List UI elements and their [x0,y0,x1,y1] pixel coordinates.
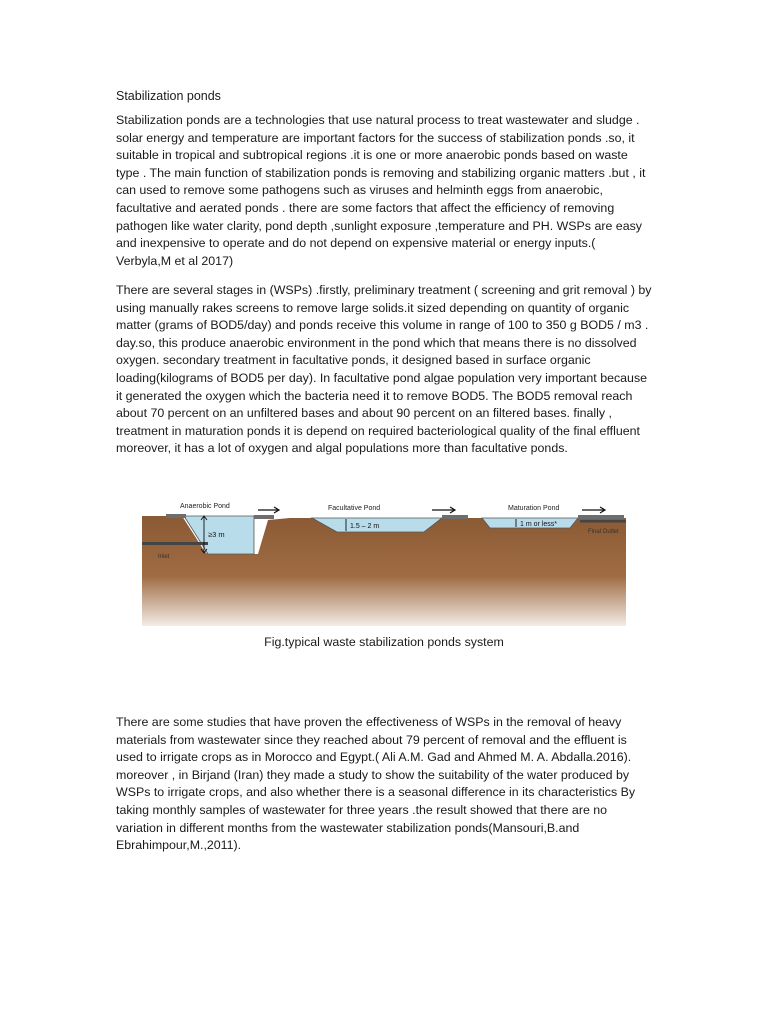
inlet-pipe [142,542,208,545]
embankment-3 [578,515,624,519]
outlet-label: Final Outlet [588,529,619,535]
depth-maturation-label: 1 m or less* [520,521,557,528]
figure-caption: Fig.typical waste stabilization ponds system [264,635,504,649]
paragraph-studies: There are some studies that have proven the effectiveness of WSPs in the removal of heavy materials from wastewater since they reached about 79 percent of removal and the effluent is used to irrigate crops as in Morocco and Egypt.( Ali A.M. Gad and Ahmed M. A. Abdalla.2016). moreover , in Birjand (Iran) they made a study to show the suitability of the water produced by WSPs to irrigate crops, and also whether there is a seasonal difference in its characteristics By taking monthly samples of wastewater for three years .the result showed that there are no variation in different months from the wastewater stabilization ponds(Mansouri,B.and Ebrahimpour,M.,2011). [116,715,636,853]
embankment-1 [254,515,274,519]
outlet-pipe [580,520,626,523]
document-title: Stabilization ponds [116,89,221,103]
maturation-pond-label: Maturation Pond [508,505,560,512]
ponds-diagram-svg [142,496,626,626]
depth-anaerobic-label: ≥3 m [208,530,225,539]
facultative-pond-label: Facultative Pond [328,505,381,512]
paragraph-intro: Stabilization ponds are a technologies that use natural process to treat wastewater and sludge . solar energy and temperature are important factors for the success of stabilization ponds .so, it suitable in tropical and subtropical regions .it is one or more anaerobic ponds based on waste type . The main function of stabilization ponds is removing and stabilizing organic matters .but , it can used to remove some pathogens such as viruses and helminth eggs from anaerobic, facultative and aerated ponds . there are some factors that affect the efficiency of removing pathogen like water clarity, pond depth ,sunlight exposure ,temperature and PH. WSPs are easy and inexpensive to operate and do not depend on expensive material or energy inputs.( Verbyla,M et al 2017) [116,113,646,268]
flow-arrow-1 [258,507,279,513]
flow-arrow-3 [582,507,605,513]
inlet-label: Inlet [158,554,170,560]
embankment-2 [442,515,468,519]
flow-arrow-2 [432,507,455,513]
depth-facultative-label: 1.5 – 2 m [350,523,380,530]
embankment-left [166,514,186,518]
ponds-diagram [142,496,626,626]
anaerobic-pond-label: Anaerobic Pond [180,503,230,510]
paragraph-stages: There are several stages in (WSPs) .firstly, preliminary treatment ( screening and grit removal ) by using manually rakes screens to remove large solids.it sized depending on quantity of organic matter (grams of BOD5/day) and ponds receive this volume in range of 100 to 350 g BOD5 / m3 . day.so, this produce anaerobic environment in the pond which that means there is no dissolved oxygen. secondary treatment in facultative ponds, it designed based in surface organic loading(kilograms of BOD5 per day). In facultative pond algae population very important because it generated the oxygen which the bacteria need it to remove BOD5. The BOD5 removal reach about 70 percent on an unfiltered bases and about 90 percent on an filtered bases. finally , treatment in maturation ponds it is depend on required bacteriological quality of the final effluent moreover, it has a lot of oxygen and algal populations more than facultative ponds. [116,283,652,456]
